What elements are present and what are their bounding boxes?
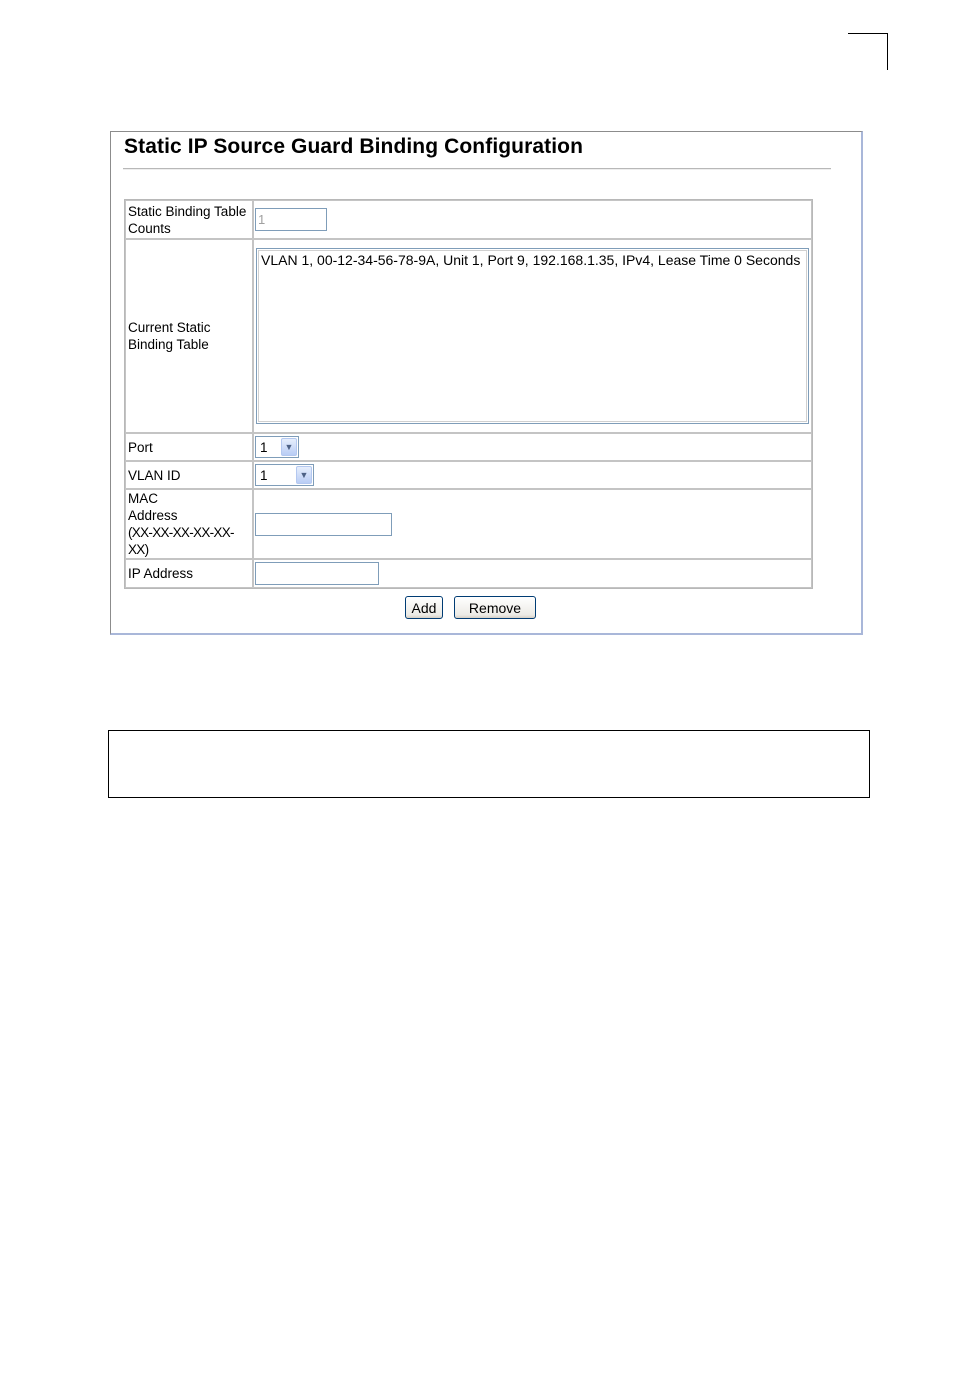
binding-entry[interactable]: VLAN 1, 00-12-34-56-78-9A, Unit 1, Port 9, 192.168.1.35, IPv4, Lease Time 0 Seconds bbox=[261, 252, 801, 268]
page-title: Static IP Source Guard Binding Configuration bbox=[124, 135, 584, 158]
row-mac bbox=[125, 489, 812, 559]
title-divider bbox=[123, 168, 831, 170]
mac-address-input[interactable] bbox=[255, 513, 392, 536]
row-port bbox=[125, 433, 812, 461]
add-button[interactable]: Add bbox=[405, 596, 443, 619]
row-table-counts bbox=[125, 200, 812, 239]
row-vlan bbox=[125, 461, 812, 489]
ip-address-input[interactable] bbox=[255, 562, 379, 585]
table-counts-field bbox=[255, 208, 327, 231]
binding-table-list[interactable] bbox=[256, 248, 809, 424]
config-table bbox=[124, 199, 813, 589]
count-label: Static Binding Table Counts bbox=[125, 200, 253, 239]
port-value: 1 bbox=[260, 440, 268, 455]
chevron-down-icon[interactable]: ▼ bbox=[296, 466, 312, 484]
caption-box bbox=[108, 730, 870, 798]
mac-label: MAC Address (XX-XX-XX-XX-XX-XX) bbox=[125, 489, 253, 559]
remove-button[interactable]: Remove bbox=[454, 596, 536, 619]
port-label: Port bbox=[125, 433, 253, 461]
row-current-table bbox=[125, 239, 812, 433]
current-table-label: Current Static Binding Table bbox=[125, 239, 253, 433]
chevron-down-icon[interactable]: ▼ bbox=[281, 438, 297, 456]
config-panel bbox=[110, 131, 863, 635]
row-ip bbox=[125, 559, 812, 588]
page-corner-mark bbox=[848, 33, 888, 70]
port-select[interactable] bbox=[255, 436, 299, 458]
vlan-select[interactable] bbox=[255, 464, 314, 486]
vlan-value: 1 bbox=[260, 468, 268, 483]
vlan-label: VLAN ID bbox=[125, 461, 253, 489]
ip-label: IP Address bbox=[125, 559, 253, 588]
